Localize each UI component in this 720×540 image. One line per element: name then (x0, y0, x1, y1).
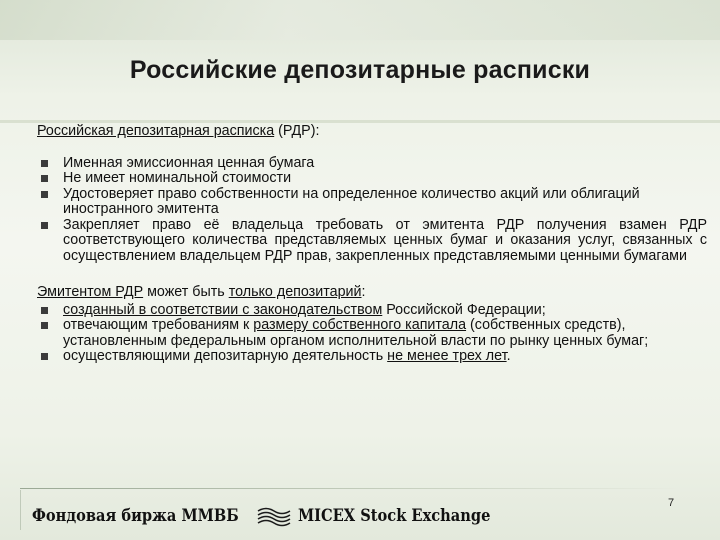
list-item (37, 187, 707, 218)
issuer-list (37, 303, 707, 365)
background-top-stripe (0, 0, 720, 40)
list-item-text: Именная эмиссионная ценная бумага (63, 154, 315, 171)
list-item: отвечающим требованиям к размеру собственного капитала (собственных средств), установленным федеральным органом исполнительной власти по рынку ценных бумаг; (37, 318, 707, 349)
footer-vertical-rule (20, 490, 21, 530)
definition-heading (37, 124, 707, 140)
definition-list (37, 156, 707, 265)
definition-abbr: (РДР): (274, 123, 320, 139)
footer-divider (20, 488, 680, 489)
list-item (37, 156, 707, 172)
square-bullet-icon (41, 191, 48, 198)
definition-term: Российская депозитарная расписка (37, 123, 275, 139)
square-bullet-icon (41, 322, 48, 329)
footer-logo (32, 502, 522, 530)
square-bullet-icon (41, 175, 48, 182)
list-item (37, 218, 707, 265)
slide-title: Российские депозитарные расписки (129, 56, 591, 84)
list-item-text: Удостоверяет право собственности на определенное количество акций или облигаций иностранного эмитента (63, 185, 640, 217)
list-item-text: Закрепляет право её владельца требовать от эмитента РДР получения взамен РДР соответствующего количества представляемых ценных бумаг и оказания услуг, связанных с осуществлением владельцем РДР прав, закрепленных представляемыми ценными бумагами (63, 216, 707, 264)
page-number: 7 (668, 497, 675, 509)
footer-logo-en: MICEX Stock Exchange (298, 506, 491, 526)
list-item: созданный в соответствии с законодательством Российской Федерации; (37, 303, 707, 319)
slide-content (37, 124, 707, 365)
square-bullet-icon (41, 307, 48, 314)
list-item (37, 171, 707, 187)
square-bullet-icon (41, 222, 48, 229)
issuer-lead: Эмитентом РДР (37, 284, 144, 300)
square-bullet-icon (41, 160, 48, 167)
issuer-only-depositary: только депозитарий (228, 284, 362, 300)
footer-logo-ru: Фондовая биржа ММВБ (32, 506, 239, 526)
square-bullet-icon (41, 353, 48, 360)
micex-logo-icon (256, 504, 292, 528)
issuer-heading: Эмитентом РДР может быть только депозитарий: (37, 284, 366, 300)
list-item-text: Не имеет номинальной стоимости (63, 170, 292, 186)
list-item: осуществляющими депозитарную деятельность не менее трех лет. (37, 349, 707, 365)
